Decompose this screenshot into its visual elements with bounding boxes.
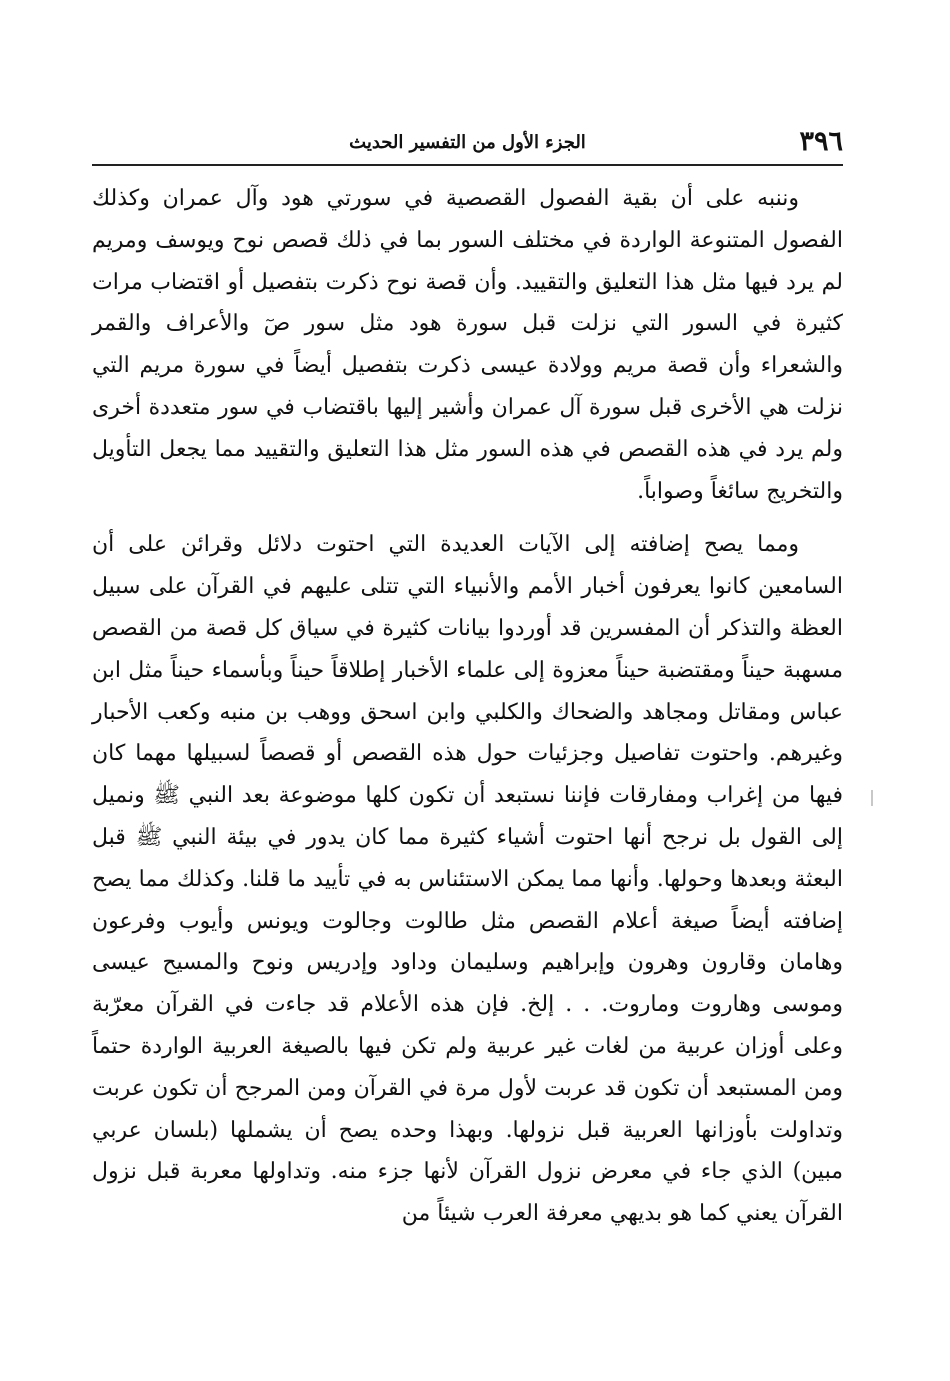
- header-rule: [92, 164, 843, 166]
- margin-mark: [871, 790, 873, 806]
- paragraph: وننبه على أن بقية الفصول القصصية في سورتي هود وآل عمران وكذلك الفصول المتنوعة الواردة في مختلف السور بما في ذلك قصص نوح ويوسف ومريم لم يرد فيها مثل هذا التعليق والتقييد. وأن قصة نوح ذكرت بتفصيل أو اقتضاب مرات كثيرة في السور التي نزلت قبل سورة هود مثل سور صٓ والأعراف والقمر والشعراء وأن قصة مريم وولادة عيسى ذكرت بتفصيل أيضاً في سورة مريم التي نزلت هي الأخرى قبل سورة آل عمران وأشير إليها باقتضاب في سور متعددة أخرى ولم يرد في هذه القصص في هذه السور مثل هذا التعليق والتقييد مما يجعل التأويل والتخريج سائغاً وصواباً.: [92, 186, 843, 504]
- running-title: الجزء الأول من التفسير الحديث: [349, 132, 586, 153]
- body-text: [92, 178, 843, 1235]
- paragraph: ومما يصح إضافته إلى الآيات العديدة التي احتوت دلائل وقرائن على أن السامعين كانوا يعرفون أخبار الأمم والأنبياء التي تتلى عليهم في القرآن على سبيل العظة والتذكر أن المفسرين قد أوردوا بيانات كثيرة في سياق كل قصة من القصص مسهبة حيناً ومقتضبة حيناً معزوة إلى علماء الأخبار إطلاقاً حيناً وبأسماء حيناً مثل ابن عباس ومقاتل ومجاهد والضحاك والكلبي وابن اسحق ووهب بن منبه وكعب الأحبار وغيرهم. واحتوت تفاصيل وجزئيات حول هذه القصص أو قصصاً لسبيلها مهما كان فيها من إغراب ومفارقات فإننا نستبعد أن تكون كلها موضوعة بعد النبي ﷺ ونميل إلى القول بل نرجح أنها احتوت أشياء كثيرة مما كان يدور في بيئة النبي ﷺ قبل البعثة وبعدها وحولها. وأنها مما يمكن الاستئناس به في تأييد ما قلنا. وكذلك مما يصح إضافته أيضاً صيغة أعلام القصص مثل طالوت وجالوت ويونس وأيوب وفرعون وهامان وقارون وهرون وإبراهيم وسليمان وداود وإدريس ونوح والمسيح عيسى وموسى وهاروت وماروت. . . إلخ. فإن هذه الأعلام قد جاءت في القرآن معرّبة وعلى أوزان عربية من لغات غير عربية ولم تكن فيها بالصيغة العربية الواردة حتماً ومن المستبعد أن تكون قد عربت لأول مرة في القرآن ومن المرجح أن تكون عربت وتداولت بأوزانها العربية قبل نزولها. وبهذا وحده يصح أن يشملها (بلسان عربي مبين) الذي جاء في معرض نزول القرآن لأنها جزء منه. وتداولها معربة قبل نزول القرآن يعني كما هو بديهي معرفة العرب شيئاً من: [92, 532, 844, 1227]
- page-header: [92, 126, 843, 160]
- page-number: ٣٩٦: [799, 126, 843, 157]
